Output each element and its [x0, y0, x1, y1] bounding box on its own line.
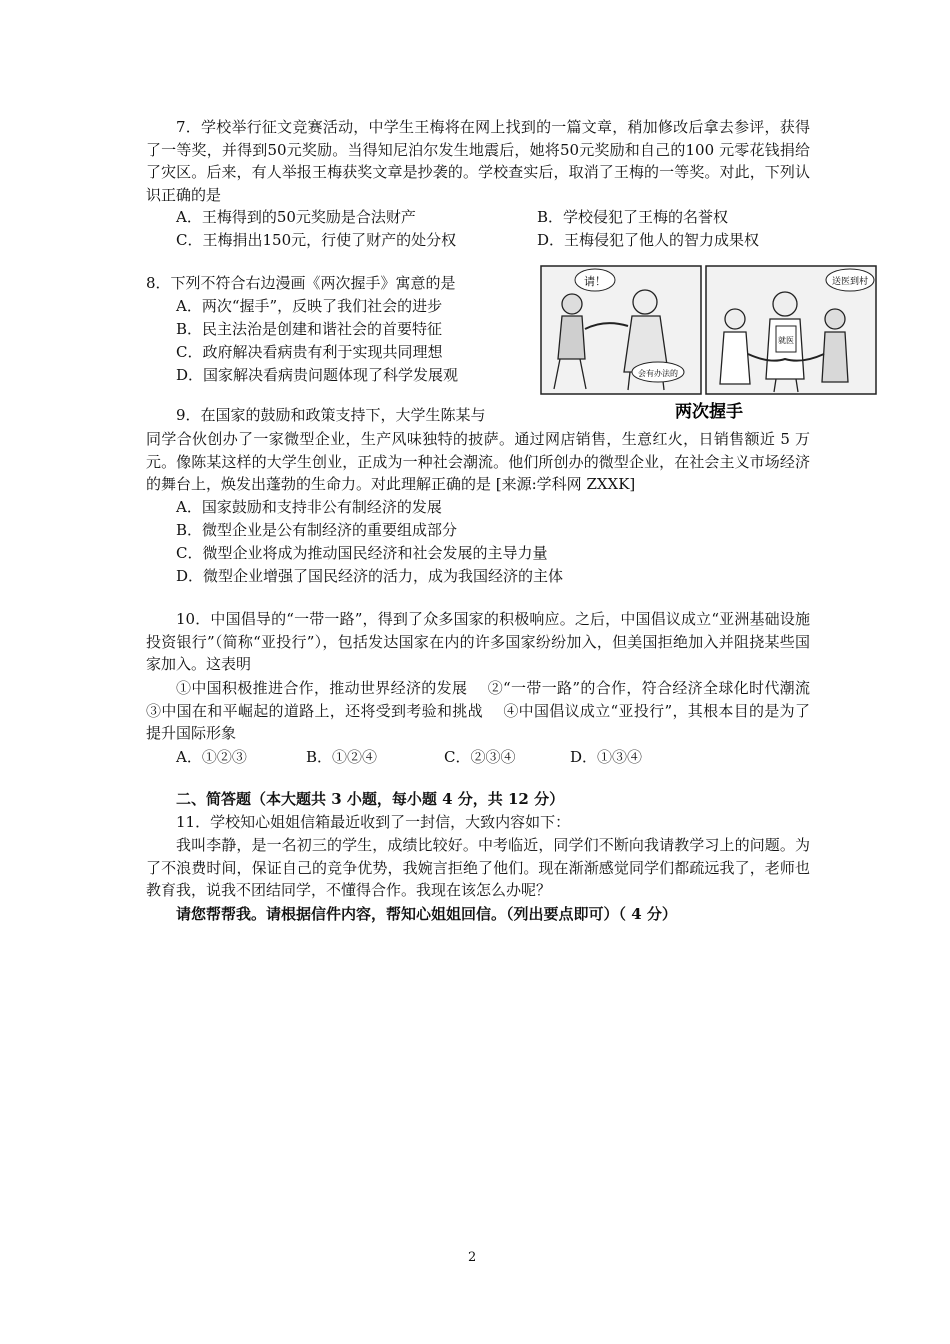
q8-stem: 8．下列不符合右边漫画《两次握手》寓意的是	[146, 274, 456, 292]
section2-title: 二、简答题（本大题共 3 小题，每小题 4 分，共 12 分）	[176, 790, 565, 808]
cartoon-sign-left-text: 会有办法的	[638, 369, 678, 378]
q8-option-d: D．国家解决看病贵问题体现了科学发展观	[176, 366, 459, 384]
page-number: 2	[468, 1250, 477, 1265]
cartoon-bubble-left-text: 请！	[584, 275, 606, 288]
q9-option-c: C．微型企业将成为推动国民经济和社会发展的主导力量	[176, 544, 548, 562]
q10-option-a: A．①②③	[176, 748, 247, 766]
cartoon-two-handshakes	[540, 264, 878, 424]
q11-letter: 我叫李静，是一名初三的学生，成绩比较好。中考临近，同学们不断向我请教学习上的问题。为了不浪费时间，保证自己的竞争优势，我婉言拒绝了他们。现在渐渐感觉同学们都疏远我了，老师也教育我，说我不团结同学，不懂得合作。我现在该怎么办呢？	[146, 836, 810, 899]
q9-option-a: A．国家鼓励和支持非公有制经济的发展	[176, 498, 442, 516]
q7-stem: 7．学校举行征文竞赛活动，中学生王梅将在网上找到的一篇文章，稍加修改后拿去参评，获得了一等奖，并得到50元奖励。当得知尼泊尔发生地震后，她将50元奖励和自己的100 元零花钱捐给了灾区。后来，有人举报王梅获奖文章是抄袭的。学校查实后，取消了王梅的一等奖。对此，下列认识正确的是	[146, 118, 810, 204]
q7-option-d: D．王梅侵犯了他人的智力成果权	[537, 231, 760, 249]
cartoon-bubble-right-text: 送医到村	[831, 277, 869, 287]
q9-option-b: B．微型企业是公有制经济的重要组成部分	[176, 521, 458, 539]
q10-stem: 10．中国倡导的“一带一路”，得到了众多国家的积极响应。之后，中国倡议成立“亚洲基础设施投资银行”（简称“亚投行”），包括发达国家在内的许多国家纷纷加入，但美国拒绝加入并阻挠某些国家加入。这表明	[146, 610, 810, 673]
q7-option-c: C．王梅捐出150元，行使了财产的处分权	[176, 231, 457, 249]
q11-prompt: 请您帮帮我。请根据信件内容，帮知心姐姐回信。（列出要点即可）（ 4 分）	[176, 905, 677, 923]
q8-option-a: A．两次“握手”，反映了我们社会的进步	[176, 297, 443, 315]
q7-option-b: B．学校侵犯了王梅的名誉权	[537, 208, 729, 226]
q7-option-a: A．王梅得到的50元奖励是合法财产	[176, 208, 416, 226]
cartoon-caption: 两次握手	[675, 402, 743, 422]
q8-option-c: C．政府解决看病贵有利于实现共同理想	[176, 343, 443, 361]
q10-option-c: C．②③④	[444, 748, 516, 766]
q9-stem: 同学合伙创办了一家微型企业，生产风味独特的披萨。通过网店销售，生意红火，日销售额近 5 万元。像陈某这样的大学生创业，正成为一种社会潮流。他们所创办的微型企业，在社会主义市场经济的舞台上，焕发出蓬勃的生命力。对此理解正确的是 [来源:学科网 ZXXK]	[146, 430, 810, 493]
q10-option-b: B．①②④	[306, 748, 378, 766]
q11-stem: 11．学校知心姐姐信箱最近收到了一封信，大致内容如下：	[176, 813, 571, 831]
q9-stem-line1: 9．在国家的鼓励和政策支持下，大学生陈某与	[176, 406, 486, 424]
q10-items: ①中国积极推进合作，推动世界经济的发展 ②“一带一路”的合作，符合经济全球化时代潮流 ③中国在和平崛起的道路上，还将受到考验和挑战 ④中国倡议成立“亚投行”，其根本目的是为了提升国际形象	[146, 679, 830, 742]
q9-option-d: D．微型企业增强了国民经济的活力，成为我国经济的主体	[176, 567, 564, 585]
cartoon-sign-right-text: 就医	[778, 336, 794, 345]
q10-option-d: D．①③④	[570, 748, 643, 766]
q8-option-b: B．民主法治是创建和谐社会的首要特征	[176, 320, 443, 338]
